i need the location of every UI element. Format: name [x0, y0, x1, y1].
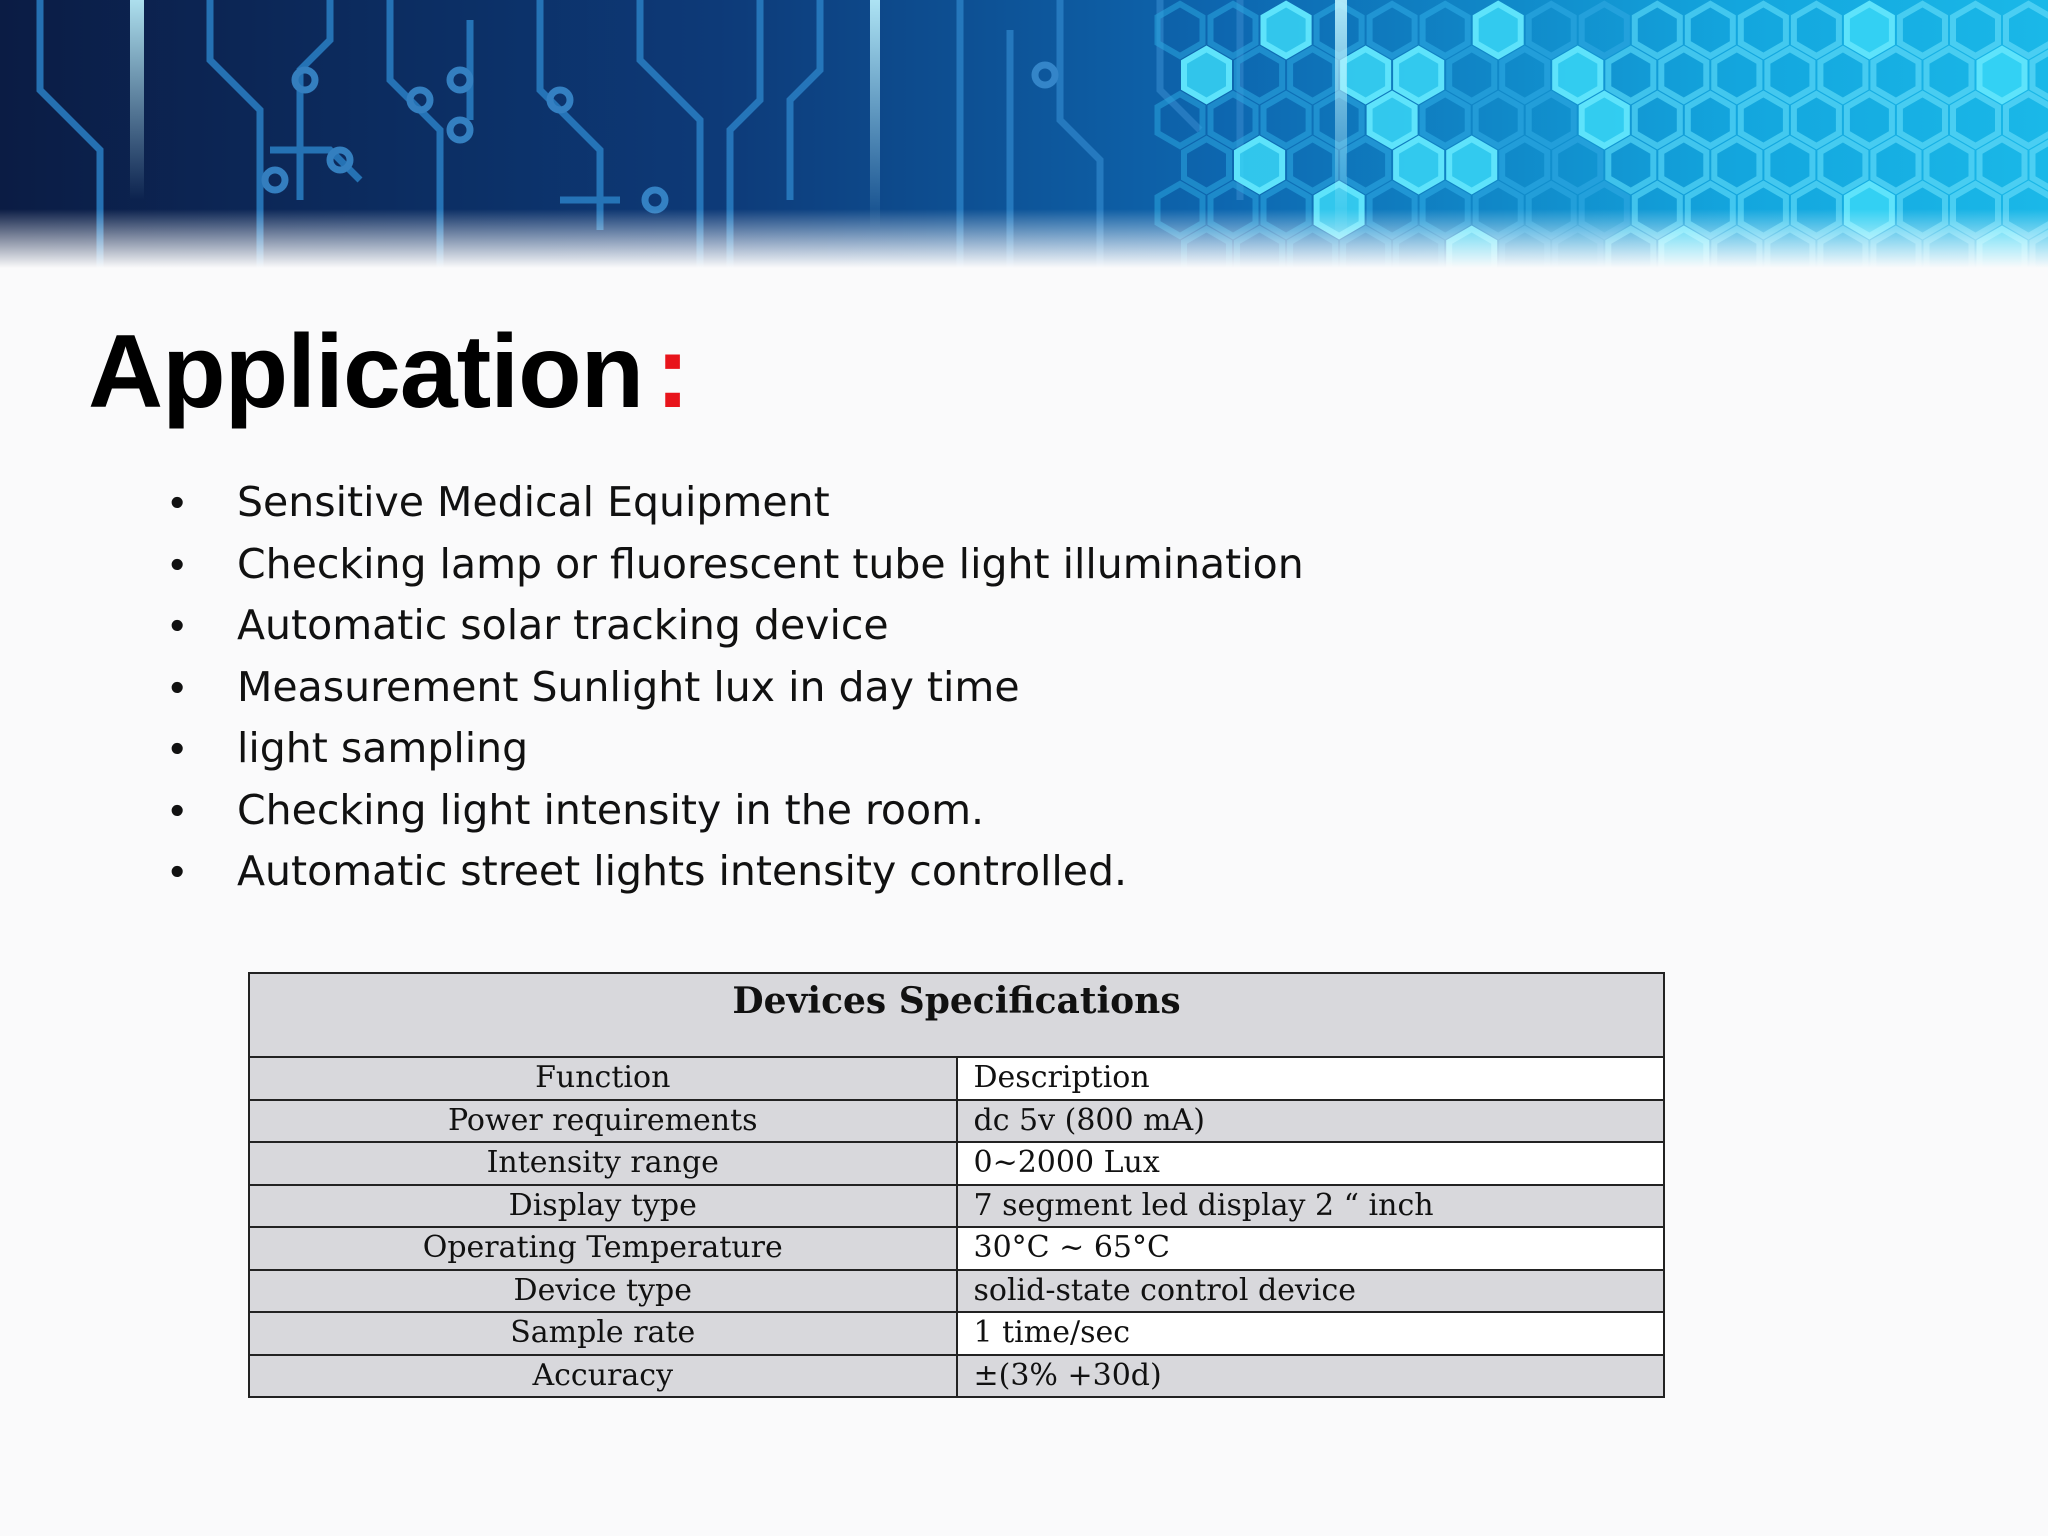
- list-item-text: Automatic solar tracking device: [237, 601, 889, 649]
- application-list: [170, 472, 1304, 903]
- function-cell: Function: [249, 1057, 957, 1100]
- table-row: [249, 1100, 1664, 1143]
- table-row: [249, 1227, 1664, 1270]
- list-item-text: Automatic street lights intensity controlled.: [237, 847, 1128, 895]
- list-item: [170, 718, 1304, 780]
- bullet-icon: •: [170, 540, 185, 587]
- list-item-text: Checking light intensity in the room.: [237, 785, 985, 834]
- function-cell: Accuracy: [249, 1355, 957, 1398]
- table-row: [249, 1270, 1664, 1313]
- list-item-text: Checking lamp or fluorescent tube light illumination: [237, 539, 1304, 588]
- function-cell: Intensity range: [249, 1142, 957, 1185]
- page-title: [88, 312, 689, 432]
- list-item: [170, 534, 1304, 596]
- bullet-icon: •: [170, 663, 185, 710]
- description-cell: 0~2000 Lux: [957, 1142, 1665, 1185]
- description-cell: 30°C ~ 65°C: [957, 1227, 1665, 1270]
- description-cell: 7 segment led display 2 “ inch: [957, 1185, 1665, 1228]
- bullet-icon: •: [170, 725, 185, 771]
- list-item-text: Measurement Sunlight lux in day time: [237, 662, 1020, 711]
- circuit-board-hexagon-banner-icon: [0, 0, 2048, 268]
- device-specifications-table: [248, 972, 1665, 1398]
- title-colon: :: [655, 314, 689, 430]
- bullet-icon: •: [170, 848, 185, 894]
- list-item: [170, 841, 1304, 903]
- list-item: [170, 657, 1304, 719]
- list-item-text: light sampling: [237, 724, 529, 772]
- function-cell: Power requirements: [249, 1100, 957, 1143]
- function-cell: Operating Temperature: [249, 1227, 957, 1270]
- description-cell: ±(3% +30d): [957, 1355, 1665, 1398]
- list-item: [170, 780, 1304, 842]
- table-row: [249, 1142, 1664, 1185]
- page-title-text: Application: [88, 314, 644, 430]
- table-caption: Devices Specifications: [249, 973, 1664, 1057]
- bullet-icon: •: [170, 786, 185, 833]
- function-cell: Sample rate: [249, 1312, 957, 1355]
- list-item-text: Sensitive Medical Equipment: [237, 478, 830, 526]
- description-cell: dc 5v (800 mA): [957, 1100, 1665, 1143]
- function-cell: Display type: [249, 1185, 957, 1228]
- description-cell: 1 time/sec: [957, 1312, 1665, 1355]
- description-cell: Description: [957, 1057, 1665, 1100]
- circuit-board-banner: [0, 0, 2048, 268]
- list-item: [170, 472, 1304, 534]
- bullet-icon: •: [170, 602, 185, 648]
- table-row: [249, 1312, 1664, 1355]
- list-item: [170, 595, 1304, 657]
- description-cell: solid-state control device: [957, 1270, 1665, 1313]
- bullet-icon: •: [170, 479, 185, 525]
- table-row: [249, 1355, 1664, 1398]
- table-row: [249, 1057, 1664, 1100]
- function-cell: Device type: [249, 1270, 957, 1313]
- table-row: [249, 1185, 1664, 1228]
